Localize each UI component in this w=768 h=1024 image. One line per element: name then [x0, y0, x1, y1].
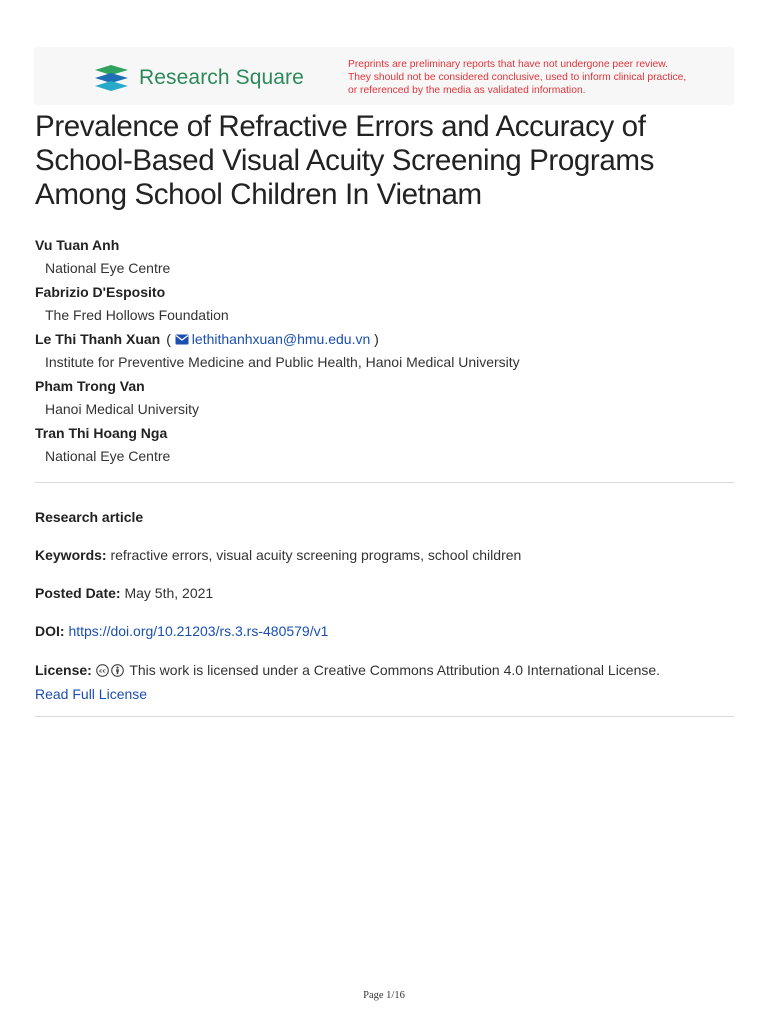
author-list	[35, 236, 735, 471]
svg-text:cc: cc	[98, 668, 106, 675]
keywords-label: Keywords:	[35, 547, 107, 563]
article-type	[35, 508, 143, 526]
author-name: Tran Thi Hoang Nga	[35, 425, 168, 441]
preprint-notice	[348, 58, 728, 97]
envelope-icon	[175, 334, 189, 345]
author-entry	[35, 424, 735, 465]
posted-date-row	[35, 584, 213, 602]
close-paren: )	[374, 331, 379, 347]
author-name: Fabrizio D'Esposito	[35, 284, 166, 300]
author-entry	[35, 236, 735, 277]
title-line: Prevalence of Refractive Errors and Accuracy of	[35, 110, 646, 143]
author-entry	[35, 377, 735, 418]
author-name: Vu Tuan Anh	[35, 237, 120, 253]
doi-label: DOI:	[35, 623, 65, 639]
author-affiliation: The Fred Hollows Foundation	[45, 307, 229, 323]
author-entry	[35, 330, 735, 371]
license-label: License:	[35, 662, 92, 678]
title-line: School-Based Visual Acuity Screening Programs	[35, 144, 655, 177]
author-affiliation: National Eye Centre	[45, 448, 171, 464]
author-email: lethithanhxuan@hmu.edu.vn	[191, 331, 371, 347]
author-affiliation: National Eye Centre	[45, 260, 171, 276]
posted-date-label: Posted Date:	[35, 585, 121, 601]
read-full-license-link[interactable]: Read Full License	[35, 686, 148, 702]
license-text: This work is licensed under a Creative Commons Attribution 4.0 International License.	[129, 662, 661, 678]
license-row	[35, 661, 660, 679]
author-affiliation: Institute for Preventive Medicine and Public Health, Hanoi Medical University	[45, 354, 520, 370]
page-number: Page 1/16	[363, 990, 405, 1001]
section-divider	[35, 482, 734, 483]
attribution-icon	[111, 664, 124, 677]
keywords-row	[35, 546, 521, 564]
author-name: Pham Trong Van	[35, 378, 145, 394]
author-affiliation: Hanoi Medical University	[45, 401, 200, 417]
notice-line: Preprints are preliminary reports that have not undergone peer review.	[348, 59, 668, 70]
author-email-link[interactable]	[175, 331, 370, 347]
article-type-label: Research article	[35, 509, 144, 525]
notice-line: They should not be considered conclusive, used to inform clinical practice,	[348, 72, 687, 83]
doi-row	[35, 622, 328, 640]
keywords-value: refractive errors, visual acuity screening programs, school children	[110, 547, 522, 563]
posted-date-value: May 5th, 2021	[124, 585, 214, 601]
author-name: Le Thi Thanh Xuan	[35, 331, 161, 347]
read-license-row	[35, 685, 147, 703]
creative-commons-icon	[96, 664, 109, 677]
research-square-logo-icon	[93, 64, 130, 92]
notice-line: or referenced by the media as validated information.	[348, 85, 586, 96]
section-divider	[35, 716, 734, 717]
author-entry	[35, 283, 735, 324]
corresponding-author	[35, 330, 735, 348]
title-line: Among School Children In Vietnam	[35, 178, 482, 211]
email-wrapper	[166, 331, 379, 347]
open-paren: (	[166, 331, 171, 347]
paper-title	[35, 110, 725, 212]
logo-text: Research Square	[139, 66, 304, 89]
research-square-logo[interactable]	[93, 64, 304, 92]
doi-link[interactable]: https://doi.org/10.21203/rs.3.rs-480579/v1	[68, 623, 329, 639]
